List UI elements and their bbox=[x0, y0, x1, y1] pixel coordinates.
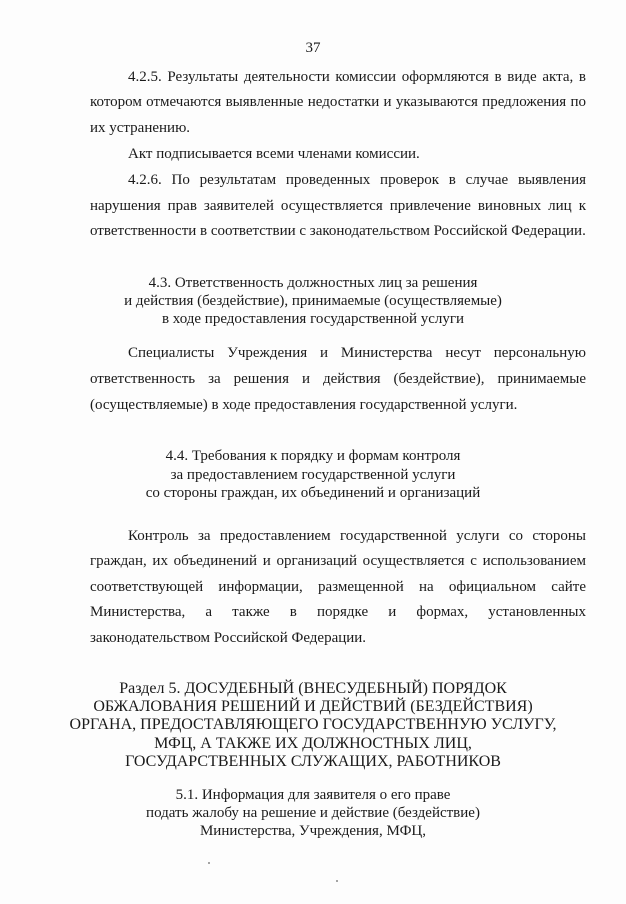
paragraph-4-2-6-line-3: ответственности в соответствии с законодательством Российской Федерации. bbox=[90, 223, 586, 239]
paragraph-4-2-5-line-3: их устранению. bbox=[90, 120, 191, 136]
section-5-heading-line-1: Раздел 5. ДОСУДЕБНЫЙ (ВНЕСУДЕБНЫЙ) ПОРЯДОК bbox=[119, 680, 507, 697]
scan-speck bbox=[208, 862, 210, 864]
section-5-heading-line-4: МФЦ, А ТАКЖЕ ИХ ДОЛЖНОСТНЫХ ЛИЦ, bbox=[154, 735, 472, 752]
paragraph-4-2-6-line-1: 4.2.6. По результатам проведенных проверок в случае выявления bbox=[128, 172, 586, 188]
heading-5-1-line-1: 5.1. Информация для заявителя о его праве bbox=[175, 787, 451, 803]
paragraph-4-4-line-5: законодательством Российской Федерации. bbox=[90, 630, 367, 646]
section-5-heading-line-5: ГОСУДАРСТВЕННЫХ СЛУЖАЩИХ, РАБОТНИКОВ bbox=[125, 753, 501, 770]
paragraph-act: Акт подписывается всеми членами комиссии. bbox=[128, 146, 420, 162]
section-5-heading-line-3: ОРГАНА, ПРЕДОСТАВЛЯЮЩЕГО ГОСУДАРСТВЕННУЮ УСЛУГУ, bbox=[69, 716, 557, 733]
paragraph-4-4-line-4: Министерства, а также в порядке и формах, установленных bbox=[90, 604, 586, 620]
heading-5-1-line-3: Министерства, Учреждения, МФЦ, bbox=[199, 823, 427, 839]
paragraph-4-2-5-line-2: котором отмечаются выявленные недостатки и указываются предложения по bbox=[90, 94, 586, 110]
paragraph-4-2-6-line-2: нарушения прав заявителей осуществляется привлечение виновных лиц к bbox=[90, 198, 586, 214]
paragraph-4-4-line-1: Контроль за предоставлением государственной услуги со стороны bbox=[128, 528, 586, 544]
paragraph-4-3-line-1: Специалисты Учреждения и Министерства несут персональную bbox=[128, 345, 586, 361]
paragraph-4-4-line-3: соответствующей информации, размещенной на официальном сайте bbox=[90, 579, 586, 595]
heading-4-3-line-3: в ходе предоставления государственной услуги bbox=[161, 311, 465, 327]
paragraph-4-2-5-line-1: 4.2.5. Результаты деятельности комиссии оформляются в виде акта, в bbox=[128, 69, 586, 85]
page-number: 37 bbox=[305, 40, 321, 56]
heading-4-4-line-1: 4.4. Требования к порядку и формам контроля bbox=[165, 448, 461, 464]
heading-4-3-line-2: и действия (бездействие), принимаемые (осуществляемые) bbox=[124, 293, 502, 309]
paragraph-4-3-line-2: ответственность за решения и действия (бездействие), принимаемые bbox=[90, 371, 586, 387]
heading-4-4-line-2: за предоставлением государственной услуги bbox=[170, 467, 456, 483]
paragraph-4-4-line-2: граждан, их объединений и организаций осуществляется с использованием bbox=[90, 553, 586, 569]
heading-4-3-line-1: 4.3. Ответственность должностных лиц за решения bbox=[148, 275, 478, 291]
heading-4-4-line-3: со стороны граждан, их объединений и организаций bbox=[145, 485, 481, 501]
section-5-heading-line-2: ОБЖАЛОВАНИЯ РЕШЕНИЙ И ДЕЙСТВИЙ (БЕЗДЕЙСТВИЯ) bbox=[93, 698, 533, 715]
scan-speck bbox=[336, 880, 338, 882]
heading-5-1-line-2: подать жалобу на решение и действие (бездействие) bbox=[146, 805, 480, 821]
paragraph-4-3-line-3: (осуществляемые) в ходе предоставления государственной услуги. bbox=[90, 397, 518, 413]
